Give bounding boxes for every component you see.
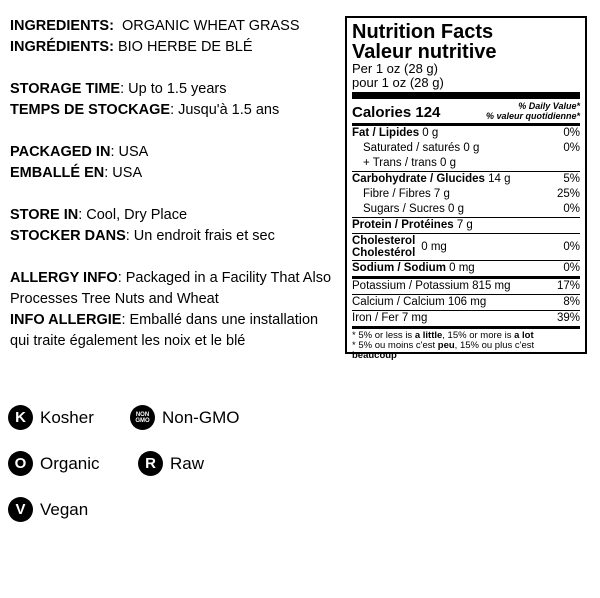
daily-value-header <box>486 101 580 121</box>
vegan-icon: V <box>8 497 33 522</box>
footnote-en-a: * 5% or less is <box>352 330 415 341</box>
serving-size-fr: pour 1 oz (28 g) <box>352 75 444 90</box>
product-info <box>10 16 340 373</box>
footnote-fr-b: peu <box>437 340 455 351</box>
ingredients-en-value: ORGANIC WHEAT GRASS <box>121 18 300 34</box>
cholesterol-label <box>352 235 415 259</box>
footnote-fr-c: , 15% ou plus c'est <box>454 340 535 351</box>
footnote-en-c: , 15% or more is <box>442 330 515 341</box>
iron-row <box>352 310 580 326</box>
footnote-fr-a: * 5% ou moins c'est <box>352 340 438 351</box>
storage-fr-label: TEMPS DE STOCKAGE <box>10 102 171 118</box>
iron-dv: 39% <box>556 312 580 324</box>
nutrition-title-en: Nutrition Facts <box>352 21 494 43</box>
cholesterol-label-fr: Cholestérol <box>352 247 416 259</box>
packaged-block <box>10 142 340 184</box>
iron-label: Iron / Fer 7 mg <box>352 312 428 324</box>
nutrition-title-fr: Valeur nutritive <box>352 41 497 63</box>
potassium-dv: 17% <box>556 280 580 292</box>
allergy-en-label: ALLERGY INFO <box>10 270 118 286</box>
storage-en-value: : Up to 1.5 years <box>120 81 227 97</box>
packaged-en-value: : USA <box>110 144 149 160</box>
packaged-fr-value: : USA <box>104 165 143 181</box>
daily-value-en: % Daily Value* <box>518 101 580 111</box>
allergy-en-value: : Packaged in a Facility That Also Processes Tree Nuts and Wheat <box>10 270 332 307</box>
ingredients-fr-label: INGRÉDIENTS: <box>10 39 114 55</box>
ingredients-en-label: INGREDIENTS: <box>10 18 114 34</box>
carb-amount: 14 g <box>488 173 511 185</box>
calcium-row <box>352 294 580 310</box>
footnote-fr <box>352 340 534 361</box>
allergy-block <box>10 268 340 352</box>
sugars-label: Sugars / Sucres 0 g <box>363 203 464 215</box>
potassium-label: Potassium / Potassium 815 mg <box>352 280 511 292</box>
fibre-label: Fibre / Fibres 7 g <box>363 188 450 200</box>
store-block <box>10 205 340 247</box>
footnote-fr-d: beaucoup <box>352 350 397 361</box>
non-gmo-icon-line1: NON <box>135 411 150 418</box>
footnote-en-b: a little <box>414 330 443 341</box>
footnote-en-d: a lot <box>514 330 534 341</box>
protein-row <box>352 217 580 233</box>
saturated-dv: 0% <box>563 142 580 154</box>
sugars-dv: 0% <box>563 203 580 215</box>
cholesterol-label-en: Cholesterol <box>352 235 416 247</box>
organic-icon: O <box>8 451 33 476</box>
kosher-icon: K <box>8 405 33 430</box>
fat-dv: 0% <box>563 127 580 139</box>
storage-block <box>10 79 340 121</box>
fat-amount: 0 g <box>422 127 439 139</box>
fibre-dv: 25% <box>556 188 580 200</box>
trans-row <box>352 156 580 171</box>
sodium-row <box>352 260 580 276</box>
saturated-row <box>352 141 580 156</box>
calories-row <box>352 99 580 123</box>
store-fr-value: : Un endroit frais et sec <box>125 228 275 244</box>
calcium-label: Calcium / Calcium 106 mg <box>352 296 487 308</box>
calories-label: Calories 124 <box>352 104 441 121</box>
carb-dv: 5% <box>563 173 580 185</box>
badge-raw <box>138 451 204 476</box>
calcium-dv: 8% <box>563 296 580 308</box>
carb-label: Carbohydrate / Glucides <box>352 173 485 185</box>
badge-label: Raw <box>170 453 205 473</box>
serving-size-en: Per 1 oz (28 g) <box>352 61 438 76</box>
sodium-amount: 0 mg <box>449 262 475 274</box>
cholesterol-amount: 0 mg <box>421 240 447 253</box>
potassium-row <box>352 279 580 294</box>
badge-label: Non-GMO <box>162 407 240 427</box>
saturated-label: Saturated / saturés 0 g <box>363 142 480 154</box>
badge-vegan <box>8 497 88 522</box>
sugars-row <box>352 202 580 217</box>
packaged-fr-label: EMBALLÉ EN <box>10 165 105 181</box>
non-gmo-icon <box>130 405 155 430</box>
badge-kosher <box>8 405 94 430</box>
badge-label: Kosher <box>40 407 94 427</box>
protein-label: Protein / Protéines <box>352 219 454 231</box>
badge-label: Vegan <box>40 499 89 519</box>
fat-label: Fat / Lipides <box>352 127 420 139</box>
packaged-en-label: PACKAGED IN <box>10 144 111 160</box>
allergy-fr-value: : Emballé dans une installation qui traite également les noix et le blé <box>10 312 319 349</box>
badge-non-gmo <box>130 405 239 430</box>
footnote <box>352 329 580 361</box>
nutrition-facts-table <box>345 16 587 361</box>
trans-label: + Trans / trans 0 g <box>363 157 457 169</box>
allergy-fr-label: INFO ALLERGIE <box>10 312 122 328</box>
fibre-row <box>352 187 580 202</box>
non-gmo-icon-line2: GMO <box>135 417 150 424</box>
carb-row <box>352 171 580 187</box>
cholesterol-row <box>352 233 580 260</box>
badge-label: Organic <box>40 453 100 473</box>
daily-value-fr: % valeur quotidienne* <box>485 111 580 121</box>
cholesterol-dv: 0% <box>563 240 580 253</box>
protein-amount: 7 g <box>456 219 473 231</box>
store-en-value: : Cool, Dry Place <box>78 207 188 223</box>
store-en-label: STORE IN <box>10 207 79 223</box>
ingredients-fr-value: BIO HERBE DE BLÉ <box>117 39 253 55</box>
storage-en-label: STORAGE TIME <box>10 81 121 97</box>
ingredients-block <box>10 16 340 58</box>
divider <box>352 92 580 99</box>
sodium-dv: 0% <box>563 262 580 274</box>
fat-row <box>352 126 580 141</box>
storage-fr-value: : Jusqu'à 1.5 ans <box>170 102 280 118</box>
sodium-label: Sodium / Sodium <box>352 262 446 274</box>
badge-organic <box>8 451 100 476</box>
raw-icon: R <box>138 451 163 476</box>
store-fr-label: STOCKER DANS <box>10 228 126 244</box>
